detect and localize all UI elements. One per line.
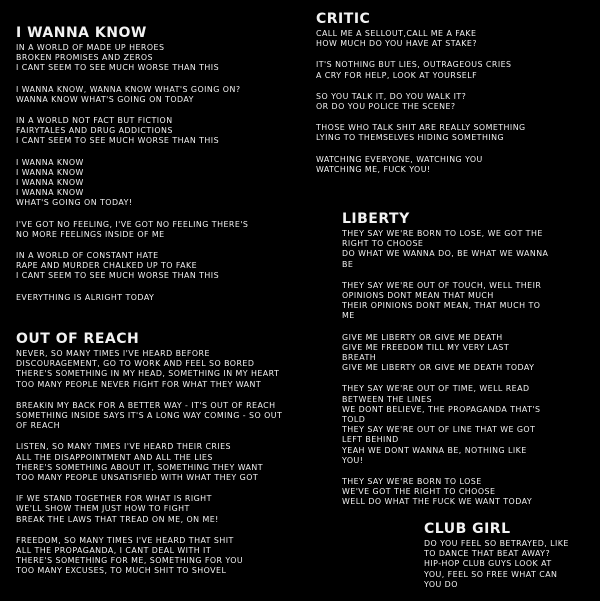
lyric-line: LISTEN, SO MANY TIMES I'VE HEARD THEIR CRIES [16, 442, 232, 452]
lyric-line: YOU DO [424, 579, 458, 589]
lyric-line: I CANT SEEM TO SEE MUCH WORSE THAN THIS [16, 271, 220, 281]
lyric-stanza [16, 349, 306, 390]
lyric-line: NEVER, SO MANY TIMES I'VE HEARD BEFORE [16, 349, 210, 358]
lyric-stanza [16, 43, 306, 74]
lyric-stanza [316, 29, 596, 49]
lyric-line: TO DANCE THAT BEAT AWAY? [424, 549, 551, 559]
lyric-line: THOSE WHO TALK SHIT ARE REALLY SOMETHING [316, 123, 526, 133]
song-out-of-reach [16, 332, 306, 588]
lyric-stanza [16, 494, 306, 525]
lyric-line: THEY SAY WE'RE OUT OF LINE THAT WE GOT [342, 425, 536, 435]
lyric-line: BREAKIN MY BACK FOR A BETTER WAY - IT'S OUT OF REACH [16, 400, 276, 410]
lyric-line: THERE'S SOMETHING FOR ME, SOMETHING FOR YOU [16, 556, 244, 566]
lyric-line: TOO MANY PEOPLE UNSATISFIED WITH WHAT THEY GOT [16, 473, 259, 483]
lyric-line: SO YOU TALK IT, DO YOU WALK IT? [316, 91, 467, 101]
song-title: I WANNA KNOW [16, 25, 147, 41]
lyric-line: I WANNA KNOW [16, 157, 84, 167]
lyric-line: THEY SAY WE'RE OUT OF TOUCH, WELL THEIR [342, 280, 542, 290]
lyric-line: GIVE ME LIBERTY OR GIVE ME DEATH [342, 332, 503, 342]
lyric-line: DO WHAT WE WANNA DO, BE WHAT WE WANNA [342, 249, 549, 259]
lyric-line: BREAK THE LAWS THAT TREAD ON ME, ON ME! [16, 514, 219, 524]
lyric-line: OPINIONS DONT MEAN THAT MUCH [342, 291, 494, 301]
lyric-line: YOU! [342, 455, 364, 465]
lyric-line: I'VE GOT NO FEELING, I'VE GOT NO FEELING THERE'S [16, 219, 249, 229]
lyric-line: THEY SAY WE'RE BORN TO LOSE [342, 477, 482, 487]
lyric-line: ALL THE DISAPPOINTMENT AND ALL THE LIES [16, 452, 213, 462]
lyric-line: HIP-HOP CLUB GUYS LOOK AT [424, 559, 552, 569]
song-critic [316, 12, 596, 186]
lyric-line: WELL DO WHAT THE FUCK WE WANT TODAY [342, 497, 533, 507]
lyric-line: GIVE ME FREEDOM TILL MY VERY LAST [342, 342, 510, 352]
lyric-line: WATCHING EVERYONE, WATCHING YOU [316, 154, 483, 164]
lyric-line: RIGHT TO CHOOSE [342, 239, 424, 249]
lyric-line: WATCHING ME, FUCK YOU! [316, 164, 431, 174]
lyric-stanza [16, 251, 306, 282]
lyric-line: OF REACH [16, 421, 61, 431]
lyric-line: LEFT BEHIND [342, 435, 399, 445]
lyric-line: OR DO YOU POLICE THE SCENE? [316, 102, 456, 112]
lyric-stanza [316, 155, 596, 175]
lyric-line: SOMETHING INSIDE SAYS IT'S A LONG WAY COMING - SO OUT [16, 411, 283, 421]
song-title: LIBERTY [342, 211, 410, 227]
lyric-line: YOU, FEEL SO FREE WHAT CAN [424, 569, 558, 579]
song-title: OUT OF REACH [16, 331, 140, 347]
lyric-stanza [16, 116, 306, 147]
song-title: CLUB GIRL [424, 521, 511, 537]
lyric-line: THEIR OPINIONS DONT MEAN, THAT MUCH TO [342, 301, 541, 311]
lyric-line: WANNA KNOW WHAT'S GOING ON TODAY [16, 94, 194, 104]
lyric-line: RAPE AND MURDER CHALKED UP TO FAKE [16, 261, 198, 271]
lyric-line: WHAT'S GOING ON TODAY! [16, 198, 133, 208]
lyric-stanza [316, 92, 596, 112]
lyric-line: IF WE STAND TOGETHER FOR WHAT IS RIGHT [16, 494, 212, 504]
lyric-line: HOW MUCH DO YOU HAVE AT STAKE? [316, 39, 477, 49]
lyric-line: CALL ME A SELLOUT,CALL ME A FAKE [316, 29, 477, 38]
lyric-line: FREEDOM, SO MANY TIMES I'VE HEARD THAT SHIT [16, 535, 234, 545]
lyric-line: ME [342, 311, 355, 321]
lyric-line: BETWEEN THE LINES [342, 394, 432, 404]
lyric-line: ALL THE PROPAGANDA, I CANT DEAL WITH IT [16, 546, 212, 556]
lyric-line: THEY SAY WE'RE OUT OF TIME, WELL READ [342, 384, 530, 394]
lyric-stanza [16, 401, 306, 432]
lyric-stanza [342, 229, 594, 270]
lyric-line: IN A WORLD OF CONSTANT HATE [16, 251, 159, 261]
lyric-line: DO YOU FEEL SO BETRAYED, LIKE [424, 539, 569, 548]
lyric-line: GIVE ME LIBERTY OR GIVE ME DEATH TODAY [342, 363, 535, 373]
lyric-line: I CANT SEEM TO SEE MUCH WORSE THAN THIS [16, 136, 220, 146]
lyric-stanza [16, 85, 306, 105]
song-club-girl [424, 522, 594, 601]
song-title: CRITIC [316, 11, 371, 27]
lyric-line: I WANNA KNOW, WANNA KNOW WHAT'S GOING ON? [16, 84, 241, 94]
lyric-stanza [16, 536, 306, 577]
lyric-line: NO MORE FEELINGS INSIDE OF ME [16, 229, 165, 239]
lyric-stanza [316, 60, 596, 80]
lyric-line: THERE'S SOMETHING ABOUT IT, SOMETHING THEY WANT [16, 462, 263, 472]
song-i-wanna-know [16, 26, 306, 314]
lyric-line: IT'S NOTHING BUT LIES, OUTRAGEOUS CRIES [316, 60, 512, 70]
lyric-line: IN A WORLD OF MADE UP HEROES [16, 43, 165, 52]
lyric-line: I WANNA KNOW [16, 178, 84, 188]
lyric-stanza [342, 477, 594, 508]
lyric-line: FAIRYTALES AND DRUG ADDICTIONS [16, 126, 173, 136]
lyric-stanza [342, 333, 594, 374]
lyric-line: TOLD [342, 415, 366, 425]
song-liberty [342, 212, 594, 519]
lyric-line: I WANNA KNOW [16, 188, 84, 198]
lyric-stanza [424, 539, 594, 590]
lyric-stanza [16, 293, 306, 303]
lyric-line: YEAH WE DONT WANNA BE, NOTHING LIKE [342, 445, 527, 455]
lyric-line: A CRY FOR HELP, LOOK AT YOURSELF [316, 70, 478, 80]
lyric-stanza [16, 220, 306, 240]
lyric-line: TOO MANY PEOPLE NEVER FIGHT FOR WHAT THEY WANT [16, 379, 262, 389]
lyric-line: LYING TO THEMSELVES HIDING SOMETHING [316, 133, 505, 143]
lyric-line: WE'LL SHOW THEM JUST HOW TO FIGHT [16, 504, 190, 514]
lyric-stanza [16, 442, 306, 483]
lyric-line: TOO MANY EXCUSES, TO MUCH SHIT TO SHOVEL [16, 566, 227, 576]
lyric-line: I WANNA KNOW [16, 167, 84, 177]
lyric-line: BE [342, 259, 354, 269]
lyric-line: DISCOURAGEMENT, GO TO WORK AND FEEL SO BORED [16, 359, 255, 369]
lyric-line: WE DONT BELIEVE, THE PROPAGANDA THAT'S [342, 404, 541, 414]
lyric-line: EVERYTHING IS ALRIGHT TODAY [16, 292, 155, 302]
lyric-stanza [342, 281, 594, 322]
lyric-stanza [316, 123, 596, 143]
lyric-stanza [342, 384, 594, 466]
lyric-line: BROKEN PROMISES AND ZEROS [16, 53, 154, 63]
lyric-line: I CANT SEEM TO SEE MUCH WORSE THAN THIS [16, 63, 220, 73]
lyric-line: BREATH [342, 353, 377, 363]
lyric-line: THEY SAY WE'RE BORN TO LOSE, WE GOT THE [342, 229, 543, 238]
lyric-line: IN A WORLD NOT FACT BUT FICTION [16, 116, 173, 126]
lyric-line: THERE'S SOMETHING IN MY HEAD, SOMETHING IN MY HEART [16, 369, 280, 379]
lyric-stanza [16, 158, 306, 209]
lyric-line: WE'VE GOT THE RIGHT TO CHOOSE [342, 487, 496, 497]
